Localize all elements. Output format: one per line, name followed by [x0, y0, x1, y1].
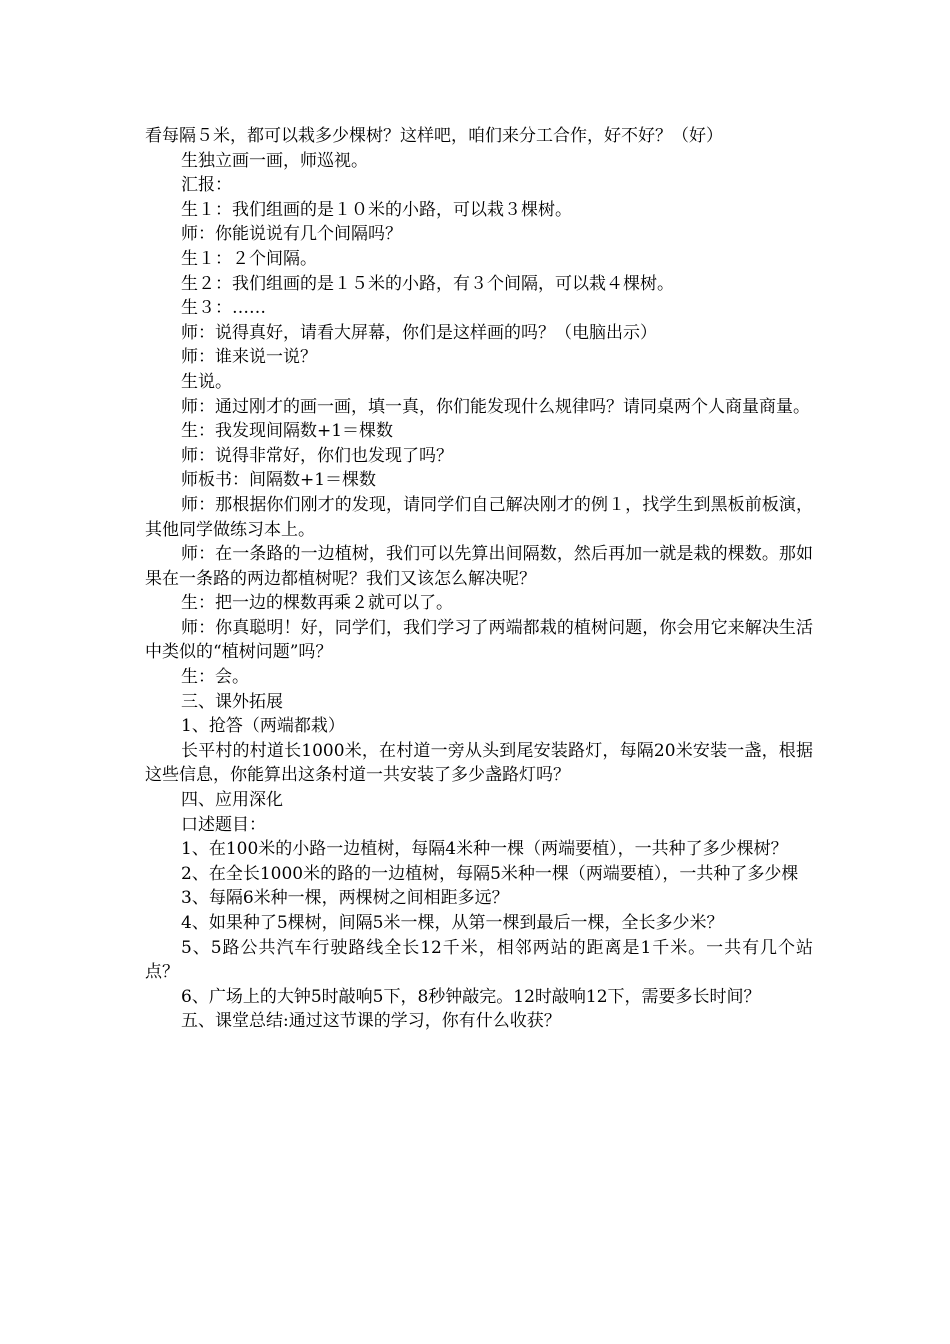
paragraph: 生说。: [181, 371, 232, 392]
paragraph: 生：会。: [181, 667, 249, 688]
paragraph: 1、抢答（两端都栽）: [181, 716, 345, 737]
paragraph: 师：你能说说有几个间隔吗？: [181, 224, 402, 245]
paragraph: 生１：我们组画的是１０米的小路，可以栽３棵树。: [181, 199, 572, 220]
paragraph: 师：谁来说一说？: [181, 347, 317, 368]
paragraph: 生独立画一画，师巡视。: [181, 150, 368, 171]
paragraph: 生３：……: [181, 298, 266, 319]
paragraph: 生：把一边的棵数再乘２就可以了。: [181, 593, 453, 614]
paragraph: 长平村的村道长1000米，在村道一旁从头到尾安装路灯，每隔20米安装一盏，根据这些信息，你能算出这条村道一共安装了多少盏路灯吗？: [145, 740, 813, 786]
document-body: [145, 124, 813, 1034]
list-item: 1、在100米的小路一边植树，每隔4米种一棵（两端要植），一共种了多少棵树？: [181, 839, 788, 860]
list-item: 5、5路公共汽车行驶路线全长12千米，相邻两站的距离是1千米。一共有几个站点？: [145, 937, 813, 983]
paragraph: 师：说得非常好，你们也发现了吗？: [181, 445, 453, 466]
list-item: 4、如果种了5棵树，间隔5米一棵，从第一棵到最后一棵，全长多少米？: [181, 913, 724, 933]
paragraph: 师：你真聪明！好，同学们，我们学习了两端都栽的植树问题，你会用它来解决生活中类似的“植树问题”吗？: [145, 617, 813, 663]
list-item: 3、每隔6米种一棵，两棵树之间相距多远？: [181, 888, 509, 909]
paragraph: 口述题目：: [181, 814, 266, 835]
paragraph: 师：通过刚才的画一画，填一真，你们能发现什么规律吗？请同桌两个人商量商量。: [181, 396, 810, 417]
section-heading: 三、课外拓展: [181, 691, 283, 712]
paragraph: 师：那根据你们刚才的发现，请同学们自己解决刚才的例１，找学生到黑板前板演，其他同学做练习本上。: [145, 494, 813, 540]
paragraph: 看每隔５米，都可以栽多少棵树？这样吧，咱们来分工合作，好不好？（好）: [145, 126, 723, 146]
section-heading: 四、应用深化: [181, 790, 283, 811]
paragraph: 生：我发现间隔数+1＝棵数: [181, 421, 394, 442]
paragraph: 生１：２个间隔。: [181, 248, 317, 269]
paragraph: 师：在一条路的一边植树，我们可以先算出间隔数，然后再加一就是栽的棵数。那如果在一条路的两边都植树呢？我们又该怎么解决呢？: [145, 544, 813, 589]
paragraph: 师板书：间隔数+1＝棵数: [181, 470, 377, 491]
section-heading: 五、课堂总结:通过这节课的学习，你有什么收获？: [181, 1011, 561, 1032]
paragraph: 师：说得真好，请看大屏幕，你们是这样画的吗？（电脑出示）: [181, 322, 657, 343]
list-item: 6、广场上的大钟5时敲响5下，8秒钟敲完。12时敲响12下，需要多长时间？: [181, 986, 761, 1007]
paragraph: 汇报：: [181, 175, 232, 196]
paragraph: 生２：我们组画的是１５米的小路，有３个间隔，可以栽４棵树。: [181, 273, 674, 294]
list-item: 2、在全长1000米的路的一边植树，每隔5米种一棵（两端要植），一共种了多少棵: [181, 863, 799, 884]
